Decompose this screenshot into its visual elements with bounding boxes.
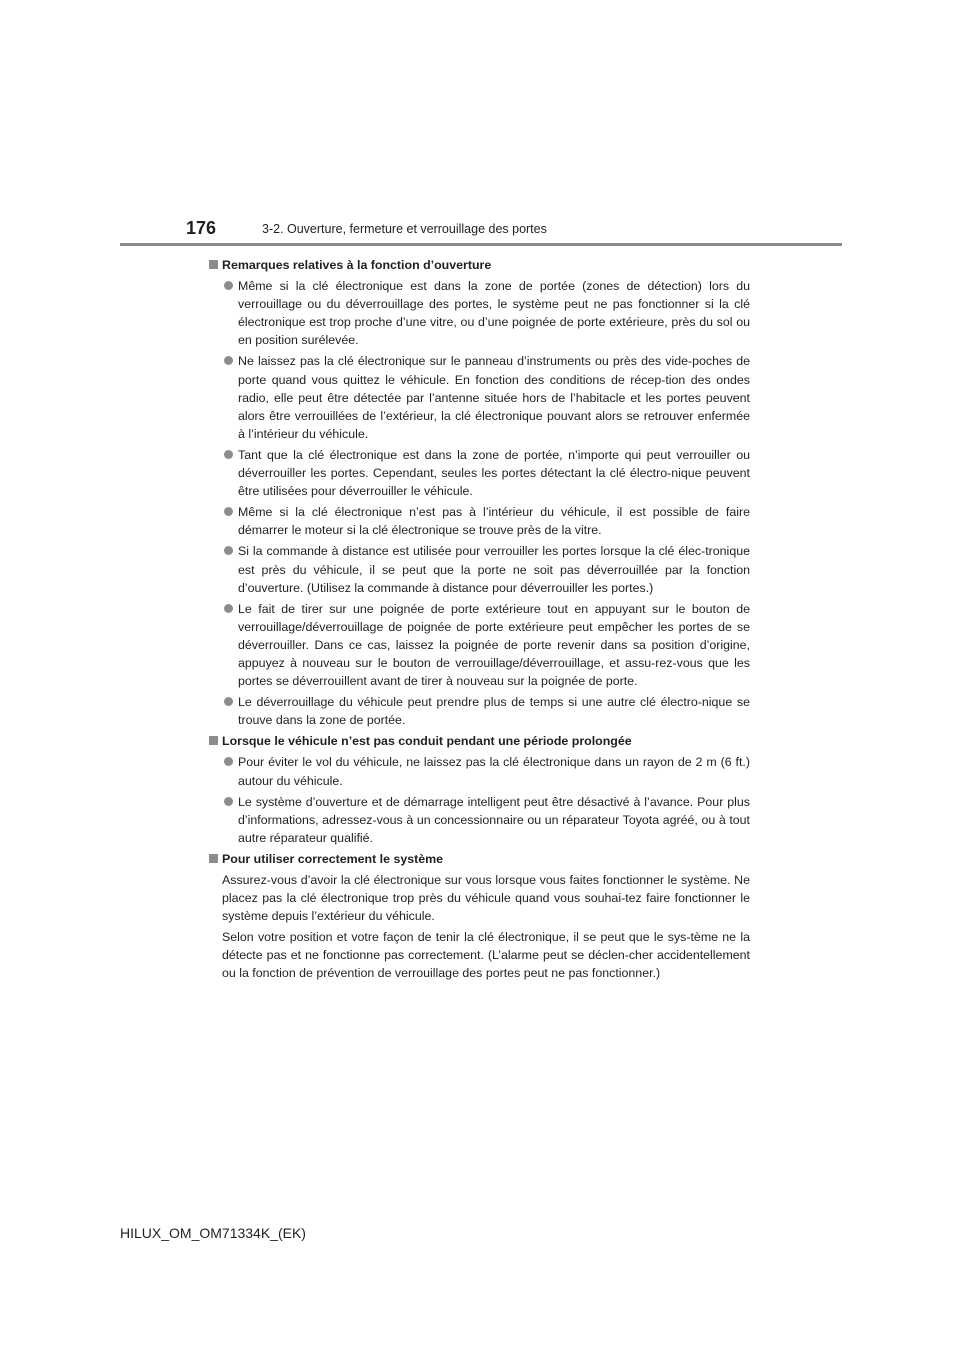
page-number: 176 xyxy=(186,218,217,238)
list-item-text: Même si la clé électronique n’est pas à l’intérieur du véhicule, il est possible de faire démarrer le moteur si la clé électronique se trouve près de la vitre. xyxy=(238,505,750,538)
square-bullet-icon xyxy=(209,736,218,745)
list-item xyxy=(206,600,750,690)
list-item xyxy=(206,352,750,442)
list-item xyxy=(206,503,750,539)
square-bullet-icon xyxy=(209,260,218,269)
list-item xyxy=(206,693,750,729)
list-item xyxy=(206,542,750,596)
chapter-title: 3-2. Ouverture, fermeture et verrouillage des portes xyxy=(262,222,547,236)
circle-bullet-icon xyxy=(224,281,233,290)
section-correct-use xyxy=(206,850,750,983)
list-item xyxy=(206,793,750,847)
section-title-text: Pour utiliser correctement le système xyxy=(222,851,444,866)
list-item-text: Le déverrouillage du véhicule peut prendre plus de temps si une autre clé électro-nique se trouve dans la zone de portée. xyxy=(238,695,750,728)
paragraph: Selon votre position et votre façon de tenir la clé électronique, il se peut que le sys-tème ne la détecte pas et ne fonctionne pas correctement. (L’alarme peut se déclen-cher accidentellement ou la fonction de prévention de verrouillage des portes peut ne pas fonctionner.) xyxy=(222,930,750,981)
circle-bullet-icon xyxy=(224,507,233,516)
list-item-text: Si la commande à distance est utilisée pour verrouiller les portes lorsque la clé élec-tronique est près du véhicule, il se peut que la porte ne soit pas déverrouillée par la fonction d’ouverture. (Utilisez la commande à distance pour déverrouiller les portes.) xyxy=(238,544,750,595)
page-content xyxy=(206,256,750,986)
footer-document-id: HILUX_OM_OM71334K_(EK) xyxy=(120,1225,306,1241)
list-item-text: Le système d’ouverture et de démarrage intelligent peut être désactivé à l’avance. Pour plus d’informations, adressez-vous à un concessionnaire ou un réparateur Toyota agréé, ou à tout autre réparateur qualifié. xyxy=(238,794,750,845)
circle-bullet-icon xyxy=(224,546,233,555)
circle-bullet-icon xyxy=(224,356,233,365)
circle-bullet-icon xyxy=(224,757,233,766)
paragraph: Assurez-vous d’avoir la clé électronique sur vous lorsque vous faites fonctionner le système. Ne placez pas la clé électronique trop près du véhicule quand vous souhai-tez faire fonctionner le système depuis l’extérieur du véhicule. xyxy=(222,873,750,924)
header-rule xyxy=(120,243,842,246)
list-item-text: Pour éviter le vol du véhicule, ne laissez pas la clé électronique dans un rayon de 2 m (6 ft.) autour du véhicule. xyxy=(238,755,750,788)
list-item xyxy=(206,753,750,789)
section-title xyxy=(206,850,750,868)
list-item-text: Même si la clé électronique est dans la zone de portée (zones de détection) lors du verrouillage ou du déverrouillage des portes, le système peut ne pas fonctionner si la clé électronique est trop proche d’une vitre, ou d’une poignée de porte extérieure, près du sol ou en position surélevée. xyxy=(238,279,750,348)
section-title xyxy=(206,256,750,274)
circle-bullet-icon xyxy=(224,604,233,613)
section-title xyxy=(206,732,750,750)
list-item xyxy=(206,277,750,349)
section-title-text: Remarques relatives à la fonction d’ouverture xyxy=(222,258,492,272)
section-opening-notes xyxy=(206,256,750,729)
section-title-text: Lorsque le véhicule n’est pas conduit pendant une période prolongée xyxy=(222,734,632,749)
list-item-text: Tant que la clé électronique est dans la zone de portée, n’importe qui peut verrouiller ou déverrouiller les portes. Cependant, seules les portes détectant la clé électro-nique peuvent être utilisées pour déverrouiller le véhicule. xyxy=(238,447,750,499)
list-item xyxy=(206,446,750,500)
square-bullet-icon xyxy=(209,854,218,863)
section-long-term-parking xyxy=(206,732,750,847)
list-item-text: Le fait de tirer sur une poignée de porte extérieure tout en appuyant sur le bouton de verrouillage/déverrouillage de poignée de porte extérieure peut empêcher les portes de se déverrouiller. Dans ce cas, laissez la poignée de porte revenir dans sa position d’origine, appuyez à nouveau sur le bouton de verrouillage/déverrouillage, et assu-rez-vous que les portes se déverrouillent avant de tirer à nouveau sur la poignée de porte. xyxy=(238,601,750,689)
circle-bullet-icon xyxy=(224,450,233,459)
circle-bullet-icon xyxy=(224,697,233,706)
circle-bullet-icon xyxy=(224,797,233,806)
list-item-text: Ne laissez pas la clé électronique sur le panneau d’instruments ou près des vide-poches de porte quand vous quittez le véhicule. En fonction des conditions de récep-tion des ondes radio, elle peut être détectée par l’antenne située hors de l’habitacle et les portes peuvent alors être verrouillées de l’extérieur, la clé électronique pouvant alors se retrouver enfermée à l’intérieur du véhicule. xyxy=(238,354,750,441)
